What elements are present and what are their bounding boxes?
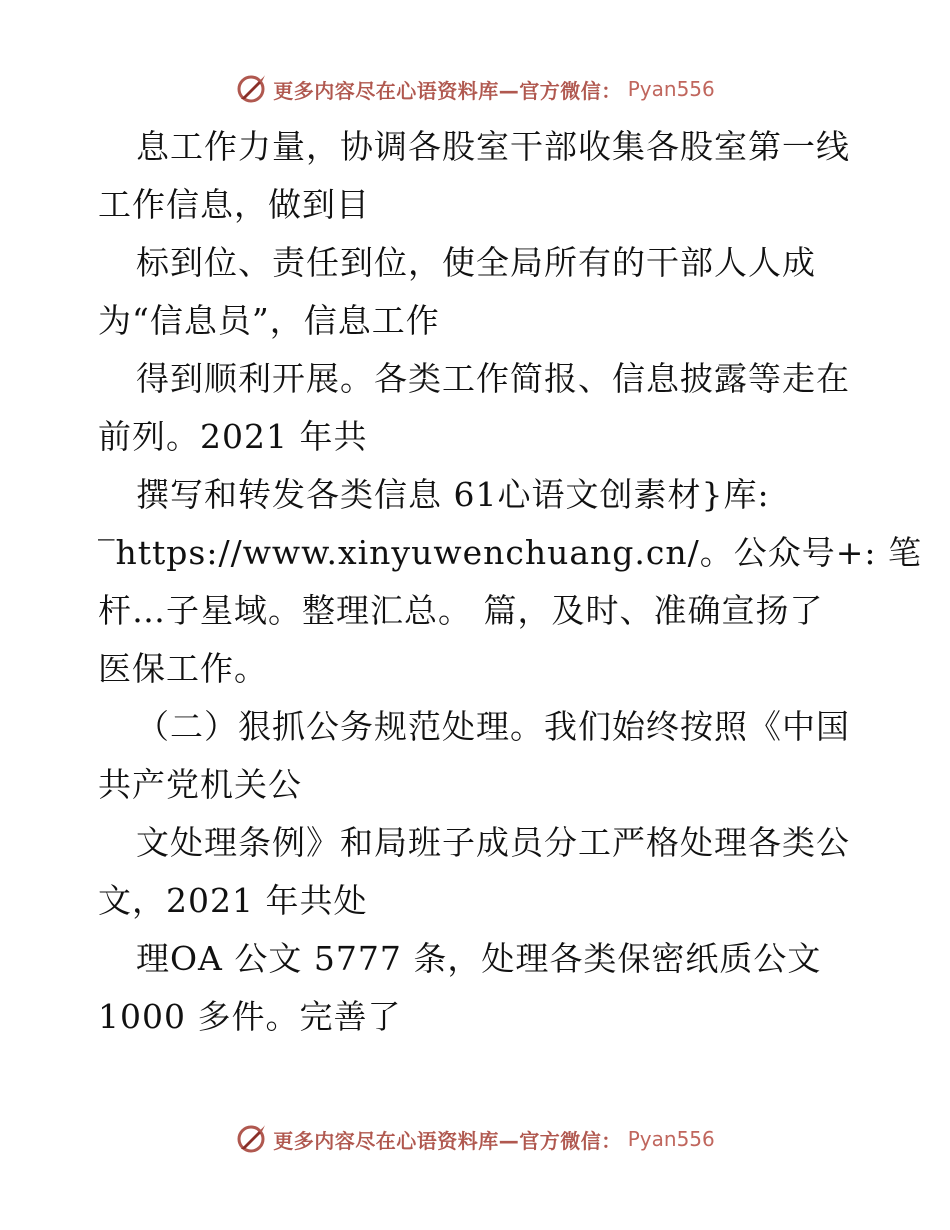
text-line: 撰写和转发各类信息 61心语文创素材}库: [136,475,770,514]
text-line: 息工作力量，协调各股室干部收集各股室第一线 [136,127,850,166]
text-line: ‾https://www.xinyuwenchuang.cn/。公众号+: 笔 [98,533,922,572]
text-line: 共产党机关公 [98,765,302,804]
document-body [98,118,922,1046]
feather-circle-logo-icon [235,73,267,105]
text-line: 工作信息，做到目 [98,185,370,224]
text-line: 文处理条例》和局班子成员分工严格处理各类公 [136,823,850,862]
watermark-text: 更多内容尽在心语资料库—官方微信： [273,1128,622,1153]
text-line: 为“信息员”，信息工作 [98,301,440,340]
feather-circle-logo-icon [235,1123,267,1155]
text-line: 得到顺利开展。各类工作简报、信息披露等走在 [136,359,850,398]
text-line: 医保工作。 [98,649,268,688]
header-watermark [0,72,950,106]
watermark-contact: Pyan556 [627,1127,715,1151]
text-line: 前列。2021 年共 [98,417,368,456]
text-line: （二）狠抓公务规范处理。我们始终按照《中国 [136,707,850,746]
watermark-contact: Pyan556 [627,77,715,101]
footer-watermark [0,1122,950,1156]
watermark-text: 更多内容尽在心语资料库—官方微信： [273,78,622,103]
text-line: 文，2021 年共处 [98,881,368,920]
text-line: 杆…子星域。整理汇总。 篇，及时、准确宣扬了 [98,591,824,630]
text-line: 标到位、责任到位，使全局所有的干部人人成 [136,243,816,282]
text-line: 理OA 公文 5777 条，处理各类保密纸质公文 [136,939,822,978]
text-line: 1000 多件。完善了 [98,997,402,1036]
